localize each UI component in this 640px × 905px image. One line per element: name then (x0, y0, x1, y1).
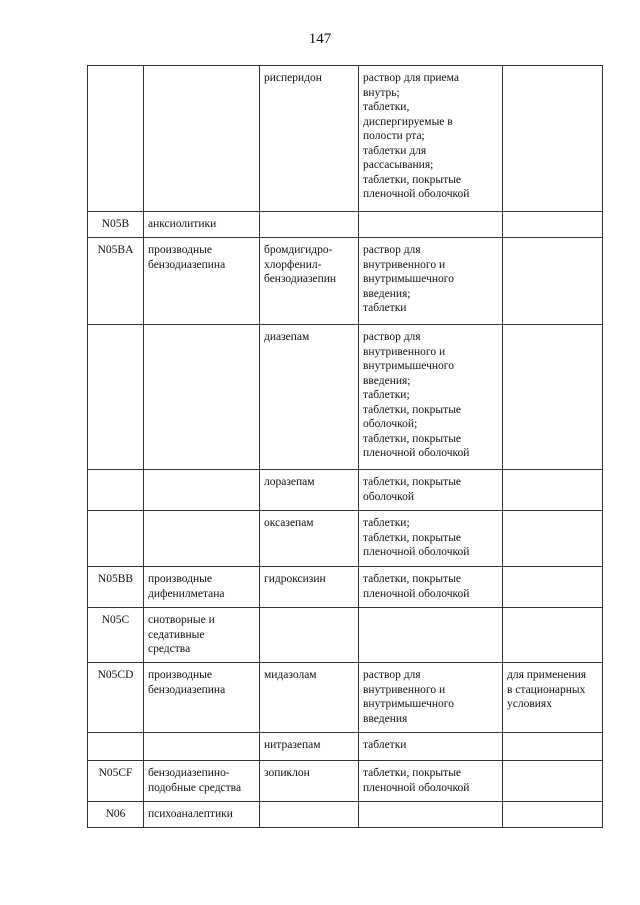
group-cell (144, 66, 260, 212)
group-cell: производные бензодиазепина (144, 663, 260, 733)
atc-code-cell: N05BA (88, 238, 144, 325)
drug-name-cell: зопиклон (260, 761, 359, 802)
dosage-form-cell: таблетки; таблетки, покрытые пленочной оболочкой (359, 511, 503, 567)
group-cell (144, 325, 260, 470)
drug-name-cell: нитразепам (260, 733, 359, 761)
atc-code-cell: N05BB (88, 567, 144, 608)
table-row (88, 238, 603, 325)
group-cell (144, 511, 260, 567)
table-row (88, 325, 603, 470)
dosage-form-cell: таблетки (359, 733, 503, 761)
note-cell (503, 567, 603, 608)
dosage-form-cell (359, 802, 503, 828)
table-row (88, 212, 603, 238)
drug-list-table (87, 65, 603, 828)
atc-code-cell: N05B (88, 212, 144, 238)
atc-code-cell: N06 (88, 802, 144, 828)
drug-name-cell (260, 212, 359, 238)
dosage-form-cell (359, 212, 503, 238)
group-cell: производные дифенилметана (144, 567, 260, 608)
note-cell (503, 212, 603, 238)
table-row (88, 470, 603, 511)
dosage-form-cell: таблетки, покрытые оболочкой (359, 470, 503, 511)
group-cell: производные бензодиазепина (144, 238, 260, 325)
note-cell (503, 733, 603, 761)
drug-name-cell: диазепам (260, 325, 359, 470)
group-cell: снотворные и седативные средства (144, 608, 260, 663)
drug-name-cell: оксазепам (260, 511, 359, 567)
dosage-form-cell: раствор для приема внутрь; таблетки, диспергируемые в полости рта; таблетки для рассасывания; таблетки, покрытые пленочной оболочкой (359, 66, 503, 212)
drug-name-cell: бромдигидро- хлорфенил- бензодиазепин (260, 238, 359, 325)
table-row (88, 761, 603, 802)
group-cell (144, 733, 260, 761)
group-cell: психоаналептики (144, 802, 260, 828)
atc-code-cell (88, 511, 144, 567)
dosage-form-cell: таблетки, покрытые пленочной оболочкой (359, 567, 503, 608)
atc-code-cell: N05CD (88, 663, 144, 733)
page-number: 147 (308, 31, 332, 47)
table-row (88, 66, 603, 212)
atc-code-cell (88, 470, 144, 511)
atc-code-cell (88, 325, 144, 470)
atc-code-cell: N05CF (88, 761, 144, 802)
note-cell (503, 470, 603, 511)
note-cell (503, 238, 603, 325)
drug-name-cell: рисперидон (260, 66, 359, 212)
table-row (88, 802, 603, 828)
atc-code-cell (88, 66, 144, 212)
table-row (88, 511, 603, 567)
atc-code-cell: N05C (88, 608, 144, 663)
dosage-form-cell: раствор для внутривенного и внутримышечного введения; таблетки (359, 238, 503, 325)
note-cell (503, 802, 603, 828)
atc-code-cell (88, 733, 144, 761)
table-row (88, 733, 603, 761)
drug-name-cell: лоразепам (260, 470, 359, 511)
note-cell: для применения в стационарных условиях (503, 663, 603, 733)
note-cell (503, 66, 603, 212)
group-cell: анксиолитики (144, 212, 260, 238)
drug-name-cell: гидроксизин (260, 567, 359, 608)
drug-name-cell: мидазолам (260, 663, 359, 733)
drug-name-cell (260, 608, 359, 663)
note-cell (503, 761, 603, 802)
dosage-form-cell: раствор для внутривенного и внутримышечного введения; таблетки; таблетки, покрытые оболочкой; таблетки, покрытые пленочной оболочкой (359, 325, 503, 470)
note-cell (503, 325, 603, 470)
dosage-form-cell (359, 608, 503, 663)
note-cell (503, 511, 603, 567)
table-row (88, 608, 603, 663)
table-row (88, 663, 603, 733)
group-cell: бензодиазепино- подобные средства (144, 761, 260, 802)
dosage-form-cell: раствор для внутривенного и внутримышечного введения (359, 663, 503, 733)
table-row (88, 567, 603, 608)
group-cell (144, 470, 260, 511)
dosage-form-cell: таблетки, покрытые пленочной оболочкой (359, 761, 503, 802)
note-cell (503, 608, 603, 663)
drug-name-cell (260, 802, 359, 828)
